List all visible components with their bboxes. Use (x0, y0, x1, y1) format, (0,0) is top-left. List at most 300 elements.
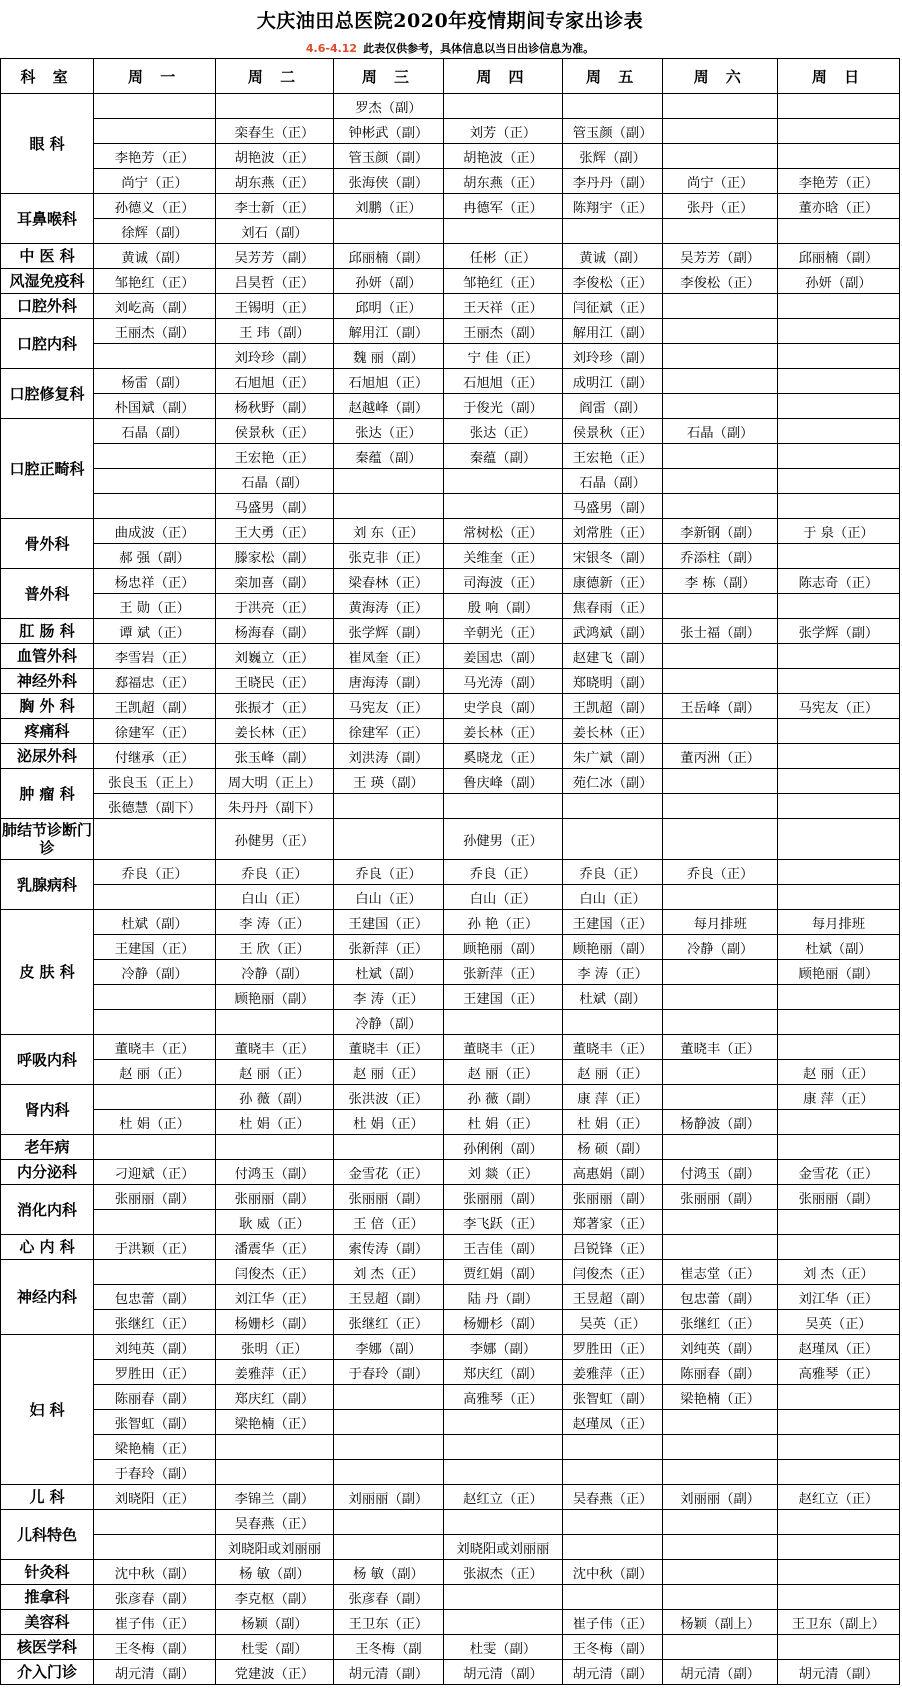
doctor-cell: 罗杰（副） (333, 94, 443, 119)
doctor-cell: 康 萍（正） (777, 1085, 899, 1110)
doctor-cell: 刘 杰（正） (777, 1260, 899, 1285)
doctor-cell: 武鸿斌（副） (562, 619, 663, 644)
doctor-cell: 孙德义（正） (94, 194, 216, 219)
doctor-cell: 董晓丰（正） (562, 1035, 663, 1060)
doctor-cell: 关维奎（正） (444, 544, 563, 569)
doctor-cell (333, 1410, 443, 1435)
doctor-cell: 张智虹（副） (562, 1385, 663, 1410)
doctor-cell: 赵 丽（正） (562, 1060, 663, 1085)
doctor-cell: 张丽丽（副） (333, 1185, 443, 1210)
department-name: 呼吸内科 (1, 1035, 94, 1085)
doctor-cell (663, 369, 778, 394)
doctor-cell: 吕昊哲（正） (216, 269, 334, 294)
doctor-cell: 刘 杰（正） (333, 1260, 443, 1285)
doctor-cell (777, 119, 899, 144)
doctor-cell: 刘纯英（副） (663, 1335, 778, 1360)
doctor-cell: 徐建军（正） (333, 719, 443, 744)
schedule-row (1, 219, 900, 244)
doctor-cell: 邹艳红（正） (444, 269, 563, 294)
schedule-row (1, 1210, 900, 1235)
doctor-cell (562, 1585, 663, 1610)
department-name: 肿 瘤 科 (1, 769, 94, 819)
doctor-cell: 李 涛（正） (562, 960, 663, 985)
doctor-cell (777, 985, 899, 1010)
department-name: 口腔内科 (1, 319, 94, 369)
doctor-cell (777, 1110, 899, 1135)
doctor-cell: 梁艳楠（正） (216, 1410, 334, 1435)
department-name: 普外科 (1, 569, 94, 619)
doctor-cell: 赵红立（正） (444, 1485, 563, 1510)
doctor-cell: 曲成波（正） (94, 519, 216, 544)
doctor-cell (777, 94, 899, 119)
department-name: 儿科特色 (1, 1510, 94, 1560)
schedule-row (1, 444, 900, 469)
schedule-row (1, 1235, 900, 1260)
schedule-row (1, 1310, 900, 1335)
doctor-cell: 刘洪涛（副） (333, 744, 443, 769)
department-name: 骨外科 (1, 519, 94, 569)
schedule-row (1, 935, 900, 960)
doctor-cell: 王 欣（正） (216, 935, 334, 960)
schedule-row (1, 419, 900, 444)
doctor-cell (444, 1610, 563, 1635)
doctor-cell: 乔良（正） (216, 860, 334, 885)
doctor-cell (94, 1210, 216, 1235)
doctor-cell: 刘石（副） (216, 219, 334, 244)
doctor-cell (216, 1010, 334, 1035)
doctor-cell: 李雪岩（正） (94, 644, 216, 669)
doctor-cell: 刁迎斌（正） (94, 1160, 216, 1185)
doctor-cell: 张学辉（副） (333, 619, 443, 644)
doctor-cell: 张海侠（副） (333, 169, 443, 194)
doctor-cell: 张洪波（正） (333, 1085, 443, 1110)
doctor-cell: 王天祥（正） (444, 294, 563, 319)
doctor-cell (94, 1535, 216, 1560)
doctor-cell: 张学辉（副） (777, 619, 899, 644)
doctor-cell (94, 494, 216, 519)
schedule-row (1, 519, 900, 544)
department-name: 血管外科 (1, 644, 94, 669)
page-title: 大庆油田总医院2020年疫情期间专家出诊表 (256, 10, 644, 32)
doctor-cell (777, 769, 899, 794)
schedule-row (1, 910, 900, 935)
department-name: 皮 肤 科 (1, 910, 94, 1035)
doctor-cell: 赵瑾凤（正） (562, 1410, 663, 1435)
schedule-row (1, 1285, 900, 1310)
doctor-cell (777, 719, 899, 744)
doctor-cell: 刘芳（正） (444, 119, 563, 144)
doctor-cell: 石晶（副） (663, 419, 778, 444)
doctor-cell: 张淑杰（正） (444, 1560, 563, 1585)
doctor-cell: 杜 娟（正） (562, 1110, 663, 1135)
doctor-cell: 李士新（正） (216, 194, 334, 219)
doctor-cell: 张智虹（副） (94, 1410, 216, 1435)
doctor-cell: 梁春林（正） (333, 569, 443, 594)
doctor-cell: 于 泉（正） (777, 519, 899, 544)
doctor-cell: 杜斌（副） (777, 935, 899, 960)
doctor-cell: 王吉佳（副） (444, 1235, 563, 1260)
doctor-cell (777, 344, 899, 369)
doctor-cell (663, 1510, 778, 1535)
department-name: 针灸科 (1, 1560, 94, 1585)
doctor-cell: 王丽杰（副） (444, 319, 563, 344)
doctor-cell (777, 319, 899, 344)
doctor-cell: 王锡明（正） (216, 294, 334, 319)
doctor-cell: 王丽杰（副） (94, 319, 216, 344)
doctor-cell: 孙健男（正） (216, 819, 334, 860)
doctor-cell (663, 94, 778, 119)
doctor-cell (444, 1510, 563, 1535)
doctor-cell (333, 219, 443, 244)
schedule-row (1, 1610, 900, 1635)
doctor-cell: 石旭旭（正） (444, 369, 563, 394)
schedule-row (1, 1385, 900, 1410)
doctor-cell (777, 294, 899, 319)
header-department: 科 室 (1, 59, 94, 94)
doctor-cell (333, 794, 443, 819)
doctor-cell: 李俊松（正） (663, 269, 778, 294)
doctor-cell: 徐建军（正） (94, 719, 216, 744)
doctor-cell: 朱丹丹（副下） (216, 794, 334, 819)
doctor-cell: 李飞跃（正） (444, 1210, 563, 1235)
department-name: 核医学科 (1, 1635, 94, 1660)
doctor-cell: 张玉峰（副） (216, 744, 334, 769)
department-name: 眼 科 (1, 94, 94, 194)
doctor-cell: 孙妍（副） (333, 269, 443, 294)
department-name: 风湿免疫科 (1, 269, 94, 294)
doctor-cell (333, 1385, 443, 1410)
department-name: 神经内科 (1, 1260, 94, 1335)
doctor-cell: 赵红立（正） (777, 1485, 899, 1510)
doctor-cell: 宁 佳（正） (444, 344, 563, 369)
schedule-row (1, 719, 900, 744)
doctor-cell: 赵 丽（正） (216, 1060, 334, 1085)
doctor-cell (562, 1510, 663, 1535)
doctor-cell: 杨雷（副） (94, 369, 216, 394)
doctor-cell: 王昱超（副） (333, 1285, 443, 1310)
schedule-row (1, 960, 900, 985)
doctor-cell: 赵 丽（正） (333, 1060, 443, 1085)
doctor-cell (777, 860, 899, 885)
schedule-row (1, 319, 900, 344)
doctor-cell: 冷静（副） (333, 1010, 443, 1035)
schedule-row (1, 244, 900, 269)
doctor-cell: 金雪花（正） (333, 1160, 443, 1185)
doctor-cell: 崔志堂（正） (663, 1260, 778, 1285)
doctor-cell: 顾艳丽（副） (216, 985, 334, 1010)
header-sunday: 周 日 (777, 59, 899, 94)
doctor-cell: 沈中秋（副） (94, 1560, 216, 1585)
department-name: 美容科 (1, 1610, 94, 1635)
doctor-cell (777, 219, 899, 244)
doctor-cell: 赵建飞（副） (562, 644, 663, 669)
doctor-cell: 李 涛（正） (216, 910, 334, 935)
doctor-cell: 解用江（副） (562, 319, 663, 344)
department-name: 乳腺病科 (1, 860, 94, 910)
doctor-cell: 孙俐俐（副） (444, 1135, 563, 1160)
doctor-cell (562, 1535, 663, 1560)
doctor-cell: 胡东燕（正） (216, 169, 334, 194)
doctor-cell: 刘丽丽（副） (333, 1485, 443, 1510)
doctor-cell (663, 719, 778, 744)
doctor-cell: 刘常胜（正） (562, 519, 663, 544)
doctor-cell: 张丽丽（副） (777, 1185, 899, 1210)
doctor-cell: 孙 薇（副） (444, 1085, 563, 1110)
doctor-cell: 杨 敏（副） (216, 1560, 334, 1585)
schedule-row (1, 1585, 900, 1610)
doctor-cell: 杜雯（副） (216, 1635, 334, 1660)
doctor-cell: 孙 艳（正） (444, 910, 563, 935)
doctor-cell: 王宏艳（正） (216, 444, 334, 469)
doctor-cell (777, 1410, 899, 1435)
doctor-cell: 张丽丽（副） (444, 1185, 563, 1210)
schedule-row (1, 769, 900, 794)
schedule-row (1, 494, 900, 519)
doctor-cell: 王建国（正） (562, 910, 663, 935)
schedule-row (1, 619, 900, 644)
doctor-cell: 刘江华（正） (216, 1285, 334, 1310)
doctor-cell (663, 1410, 778, 1435)
doctor-cell: 乔添柱（副） (663, 544, 778, 569)
doctor-cell (663, 819, 778, 860)
department-name: 介入门诊 (1, 1660, 94, 1685)
doctor-cell: 尚宁（正） (94, 169, 216, 194)
doctor-cell: 黄诚（副） (94, 244, 216, 269)
header-monday: 周 一 (94, 59, 216, 94)
doctor-cell: 付鸿玉（副） (216, 1160, 334, 1185)
schedule-row (1, 744, 900, 769)
doctor-cell: 杨 硕（副） (562, 1135, 663, 1160)
department-name: 肺结节诊断门诊 (1, 819, 94, 860)
doctor-cell: 白山（正） (562, 885, 663, 910)
doctor-cell: 徐辉（副） (94, 219, 216, 244)
doctor-cell: 石晶（副） (216, 469, 334, 494)
doctor-cell: 郄福忠（正） (94, 669, 216, 694)
doctor-cell: 康 萍（正） (562, 1085, 663, 1110)
doctor-cell (333, 494, 443, 519)
doctor-cell: 陈丽春（副） (663, 1360, 778, 1385)
doctor-cell (777, 444, 899, 469)
schedule-row (1, 1485, 900, 1510)
doctor-cell: 董晓丰（正） (663, 1035, 778, 1060)
doctor-cell (663, 669, 778, 694)
doctor-cell: 李克枢（副） (216, 1585, 334, 1610)
doctor-cell (663, 985, 778, 1010)
doctor-cell: 王冬梅（副） (94, 1635, 216, 1660)
doctor-cell (777, 1010, 899, 1035)
doctor-cell (663, 444, 778, 469)
doctor-cell (94, 344, 216, 369)
doctor-cell: 赵 丽（正） (777, 1060, 899, 1085)
doctor-cell: 每月排班 (777, 910, 899, 935)
doctor-cell: 杨忠祥（正） (94, 569, 216, 594)
doctor-cell: 李 涛（正） (333, 985, 443, 1010)
doctor-cell: 钟彬武（副） (333, 119, 443, 144)
doctor-cell: 王冬梅（副 (333, 1635, 443, 1660)
schedule-row (1, 469, 900, 494)
schedule-row (1, 344, 900, 369)
doctor-cell: 张彦春（副） (333, 1585, 443, 1610)
doctor-cell (663, 469, 778, 494)
doctor-cell: 马宪友（正） (777, 694, 899, 719)
doctor-cell: 周大明（正上） (216, 769, 334, 794)
header-row (1, 59, 900, 94)
doctor-cell: 刘江华（正） (777, 1285, 899, 1310)
schedule-row (1, 1510, 900, 1535)
doctor-cell: 张达（正） (444, 419, 563, 444)
doctor-cell: 张士福（副） (663, 619, 778, 644)
doctor-cell: 孙 薇（副） (216, 1085, 334, 1110)
doctor-cell: 张新萍（正） (333, 935, 443, 960)
doctor-cell: 殷 响（副） (444, 594, 563, 619)
doctor-cell: 宋银冬（副） (562, 544, 663, 569)
schedule-row (1, 1035, 900, 1060)
doctor-cell (777, 1635, 899, 1660)
doctor-cell: 郝 强（副） (94, 544, 216, 569)
doctor-cell: 赵 丽（正） (444, 1060, 563, 1085)
doctor-cell: 王 瑛（副） (333, 769, 443, 794)
schedule-row (1, 1360, 900, 1385)
doctor-cell (444, 494, 563, 519)
header-saturday: 周 六 (663, 59, 778, 94)
doctor-cell: 王建国（正） (444, 985, 563, 1010)
doctor-cell (663, 394, 778, 419)
doctor-cell (663, 960, 778, 985)
schedule-row (1, 594, 900, 619)
department-name: 口腔正畸科 (1, 419, 94, 519)
doctor-cell: 邱明（正） (333, 294, 443, 319)
doctor-cell: 姜长林（正） (444, 719, 563, 744)
doctor-cell (663, 1635, 778, 1660)
department-name: 泌尿外科 (1, 744, 94, 769)
doctor-cell: 杨姗杉（副） (444, 1310, 563, 1335)
doctor-cell: 陈翔宇（正） (562, 194, 663, 219)
doctor-cell: 黄诚（副） (562, 244, 663, 269)
doctor-cell: 苑仁冰（副） (562, 769, 663, 794)
doctor-cell: 乔良（正） (562, 860, 663, 885)
doctor-cell: 王卫东（正） (333, 1610, 443, 1635)
header-thursday: 周 四 (444, 59, 563, 94)
doctor-cell: 张辉（副） (562, 144, 663, 169)
doctor-cell: 冉德军（正） (444, 194, 563, 219)
doctor-cell (777, 369, 899, 394)
doctor-cell (444, 1410, 563, 1435)
doctor-cell: 白山（正） (333, 885, 443, 910)
schedule-row (1, 569, 900, 594)
doctor-cell (663, 885, 778, 910)
department-name: 儿 科 (1, 1485, 94, 1510)
doctor-cell: 吴英（正） (777, 1310, 899, 1335)
schedule-row (1, 394, 900, 419)
doctor-cell: 王冬梅（副） (562, 1635, 663, 1660)
doctor-cell (777, 1585, 899, 1610)
schedule-row (1, 819, 900, 860)
schedule-row (1, 1260, 900, 1285)
schedule-row (1, 1660, 900, 1685)
doctor-cell: 黄海涛（正） (333, 594, 443, 619)
doctor-cell: 顾艳丽（副） (777, 960, 899, 985)
header-wednesday: 周 三 (333, 59, 443, 94)
doctor-cell: 杜 娟（正） (444, 1110, 563, 1135)
header-friday: 周 五 (562, 59, 663, 94)
doctor-cell: 张新萍（正） (444, 960, 563, 985)
schedule-row (1, 369, 900, 394)
doctor-cell: 贾红娟（副） (444, 1260, 563, 1285)
doctor-cell: 史学良（副） (444, 694, 563, 719)
schedule-row (1, 1185, 900, 1210)
doctor-cell: 杜 娟（正） (94, 1110, 216, 1135)
schedule-table (0, 58, 900, 1685)
department-name: 心 内 科 (1, 1235, 94, 1260)
notice-line (0, 40, 900, 58)
doctor-cell: 杨颖（副） (216, 1610, 334, 1635)
doctor-cell (777, 885, 899, 910)
doctor-cell (663, 119, 778, 144)
doctor-cell: 李 栋（副） (663, 569, 778, 594)
doctor-cell (94, 885, 216, 910)
doctor-cell: 吴春燕（正） (216, 1510, 334, 1535)
schedule-row (1, 1160, 900, 1185)
doctor-cell: 索传涛（副） (333, 1235, 443, 1260)
doctor-cell: 胡艳波（正） (216, 144, 334, 169)
doctor-cell: 郑庆红（副） (216, 1385, 334, 1410)
doctor-cell (663, 219, 778, 244)
doctor-cell (777, 594, 899, 619)
doctor-cell: 付鸿玉（副） (663, 1160, 778, 1185)
doctor-cell (444, 94, 563, 119)
doctor-cell: 阎雷（副） (562, 394, 663, 419)
doctor-cell: 司海波（正） (444, 569, 563, 594)
doctor-cell (333, 819, 443, 860)
doctor-cell: 吴芳芳（副） (216, 244, 334, 269)
doctor-cell: 沈中秋（副） (562, 1560, 663, 1585)
doctor-cell: 胡元清（副） (663, 1660, 778, 1685)
doctor-cell: 赵越峰（副） (333, 394, 443, 419)
doctor-cell: 杨颖（副上） (663, 1610, 778, 1635)
doctor-cell (777, 819, 899, 860)
doctor-cell: 崔子伟（正） (562, 1610, 663, 1635)
doctor-cell: 崔子伟（正） (94, 1610, 216, 1635)
doctor-cell: 耿 威（正） (216, 1210, 334, 1235)
doctor-cell: 乔良（正） (444, 860, 563, 885)
doctor-cell: 高惠娟（副） (562, 1160, 663, 1185)
doctor-cell: 朱广斌（副） (562, 744, 663, 769)
doctor-cell: 王晓民（正） (216, 669, 334, 694)
doctor-cell: 张丽丽（副） (663, 1185, 778, 1210)
doctor-cell (663, 794, 778, 819)
doctor-cell (777, 144, 899, 169)
doctor-cell: 于春玲（副） (94, 1460, 216, 1485)
doctor-cell: 胡元清（副） (562, 1660, 663, 1685)
doctor-cell: 张达（正） (333, 419, 443, 444)
doctor-cell (562, 819, 663, 860)
doctor-cell: 李俊松（正） (562, 269, 663, 294)
doctor-cell: 王昱超（副） (562, 1285, 663, 1310)
doctor-cell (663, 1535, 778, 1560)
doctor-cell: 魏 丽（副） (333, 344, 443, 369)
doctor-cell (333, 1435, 443, 1460)
doctor-cell: 白山（正） (444, 885, 563, 910)
doctor-cell (444, 1435, 563, 1460)
doctor-cell (562, 1460, 663, 1485)
doctor-cell: 朴国斌（副） (94, 394, 216, 419)
doctor-cell: 包忠蕾（副） (663, 1285, 778, 1310)
doctor-cell: 侯景秋（正） (562, 419, 663, 444)
schedule-row (1, 1010, 900, 1035)
doctor-cell: 孙健男（正） (444, 819, 563, 860)
doctor-cell (777, 1235, 899, 1260)
doctor-cell: 顾艳丽（副） (562, 935, 663, 960)
